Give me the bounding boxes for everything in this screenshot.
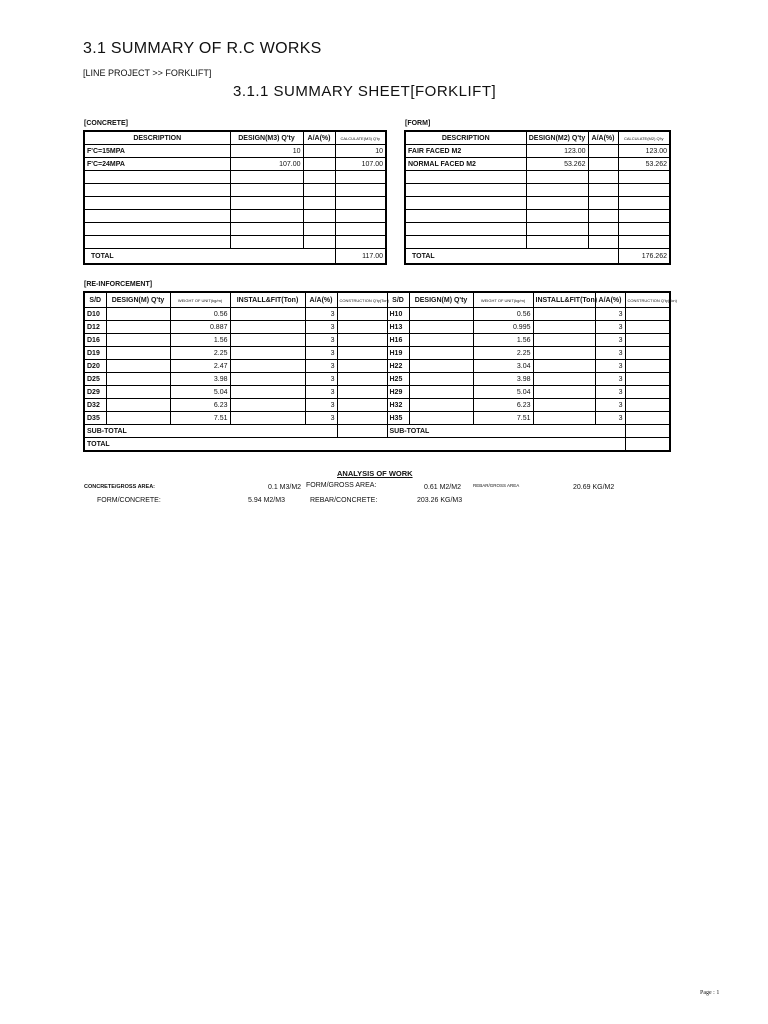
table-cell (230, 321, 305, 334)
table-cell (106, 399, 170, 412)
table-cell (409, 399, 473, 412)
header-row (84, 131, 386, 145)
table-row (84, 210, 386, 223)
table-cell (588, 197, 618, 210)
subtotal-value (337, 425, 387, 438)
table-cell (625, 347, 670, 360)
table-row (84, 373, 670, 386)
table-cell (625, 373, 670, 386)
table-cell (106, 334, 170, 347)
table-cell: F'C=24MPA (84, 158, 230, 171)
table-cell (409, 386, 473, 399)
table-cell (533, 399, 595, 412)
table-cell (303, 184, 335, 197)
table-cell: 3 (595, 386, 625, 399)
table-cell: 107.00 (230, 158, 303, 171)
column-header: CONSTRUCTION Q'ty(Ton) (625, 292, 670, 308)
column-header: INSTALL&FIT(Ton) (533, 292, 595, 308)
table-cell: H16 (387, 334, 409, 347)
table-cell (337, 399, 387, 412)
table-row (84, 236, 386, 249)
concrete-table (83, 130, 387, 265)
form-label: [FORM] (405, 120, 431, 127)
table-cell: H13 (387, 321, 409, 334)
table-cell (409, 334, 473, 347)
table-cell (335, 210, 386, 223)
total-value: 176.262 (618, 249, 670, 265)
total-label: TOTAL (84, 249, 335, 265)
table-cell: D16 (84, 334, 106, 347)
table-row (84, 334, 670, 347)
table-cell (84, 197, 230, 210)
table-cell: 2.25 (170, 347, 230, 360)
table-cell (230, 308, 305, 321)
table-cell (106, 412, 170, 425)
table-cell: 3 (595, 347, 625, 360)
table-cell: 107.00 (335, 158, 386, 171)
page-number: Page : 1 (700, 990, 720, 996)
table-cell: 1.56 (473, 334, 533, 347)
table-cell: H10 (387, 308, 409, 321)
table-cell (588, 145, 618, 158)
column-header: A/A(%) (595, 292, 625, 308)
table-row (84, 399, 670, 412)
table-row (84, 171, 386, 184)
table-cell (337, 412, 387, 425)
table-cell (588, 171, 618, 184)
table-cell (106, 308, 170, 321)
page-title: 3.1 SUMMARY OF R.C WORKS (83, 40, 322, 57)
table-cell (84, 184, 230, 197)
table-cell (533, 373, 595, 386)
table-cell (337, 308, 387, 321)
table-cell (405, 223, 526, 236)
table-cell: D20 (84, 360, 106, 373)
table-cell (335, 223, 386, 236)
table-cell (303, 197, 335, 210)
table-cell: 5.04 (473, 386, 533, 399)
table-cell: 3 (305, 412, 337, 425)
table-row (84, 308, 670, 321)
table-row (405, 171, 670, 184)
total-row (84, 438, 670, 452)
subtotal-label: SUB-TOTAL (84, 425, 337, 438)
header-row (84, 292, 670, 308)
column-header: DESCRIPTION (405, 131, 526, 145)
table-row (405, 158, 670, 171)
table-cell (230, 184, 303, 197)
table-cell (533, 360, 595, 373)
table-cell: F'C=15MPA (84, 145, 230, 158)
table-cell: 123.00 (618, 145, 670, 158)
table-cell (337, 334, 387, 347)
rebar-concrete-label: REBAR/CONCRETE: (310, 497, 378, 504)
table-cell: 3 (595, 412, 625, 425)
column-header: A/A(%) (305, 292, 337, 308)
table-cell: 0.995 (473, 321, 533, 334)
table-cell (405, 197, 526, 210)
table-row (84, 347, 670, 360)
table-cell (618, 197, 670, 210)
table-cell: D10 (84, 308, 106, 321)
table-cell (625, 334, 670, 347)
table-cell (230, 399, 305, 412)
table-cell: 10 (335, 145, 386, 158)
table-cell (405, 171, 526, 184)
table-row (84, 197, 386, 210)
column-header: DESIGN(M3) Q'ty (230, 131, 303, 145)
table-cell (409, 347, 473, 360)
table-cell: H29 (387, 386, 409, 399)
table-cell (337, 347, 387, 360)
subtotal-label: SUB-TOTAL (387, 425, 625, 438)
table-cell (533, 347, 595, 360)
table-row (84, 184, 386, 197)
table-cell: D12 (84, 321, 106, 334)
table-cell: 53.262 (526, 158, 588, 171)
table-cell: 0.56 (170, 308, 230, 321)
column-header: S/D (387, 292, 409, 308)
table-cell (625, 399, 670, 412)
table-cell (106, 360, 170, 373)
table-cell (409, 412, 473, 425)
table-row (84, 412, 670, 425)
reinforcement-label: [RE-INFORCEMENT] (84, 281, 153, 288)
table-cell: H35 (387, 412, 409, 425)
table-cell: 3 (305, 386, 337, 399)
table-cell (409, 321, 473, 334)
total-value (625, 438, 670, 452)
table-cell: 2.47 (170, 360, 230, 373)
sheet-title: 3.1.1 SUMMARY SHEET[FORKLIFT] (233, 83, 497, 100)
concrete-label: [CONCRETE] (84, 120, 128, 127)
table-row (405, 197, 670, 210)
table-cell (337, 373, 387, 386)
table-cell (230, 347, 305, 360)
table-cell (303, 171, 335, 184)
table-cell (533, 321, 595, 334)
column-header: A/A(%) (303, 131, 335, 145)
table-cell (405, 210, 526, 223)
table-cell (526, 210, 588, 223)
column-header: DESIGN(M) Q'ty (106, 292, 170, 308)
table-cell: 3 (595, 321, 625, 334)
table-cell (230, 171, 303, 184)
table-cell: 3.04 (473, 360, 533, 373)
table-cell (625, 386, 670, 399)
table-cell (335, 236, 386, 249)
table-row (405, 210, 670, 223)
table-row (84, 145, 386, 158)
table-cell: 3.98 (473, 373, 533, 386)
table-cell (533, 334, 595, 347)
table-cell: NORMAL FACED M2 (405, 158, 526, 171)
table-row (84, 386, 670, 399)
table-cell: H32 (387, 399, 409, 412)
total-label: TOTAL (405, 249, 618, 265)
form-gross-label: FORM/GROSS AREA: (306, 482, 377, 489)
table-cell (303, 236, 335, 249)
table-cell (106, 373, 170, 386)
table-cell (588, 210, 618, 223)
column-header: DESIGN(M2) Q'ty (526, 131, 588, 145)
table-cell (335, 197, 386, 210)
total-label: TOTAL (84, 438, 625, 452)
table-cell (106, 347, 170, 360)
table-cell: 3 (305, 321, 337, 334)
table-cell: 0.56 (473, 308, 533, 321)
table-cell: 0.887 (170, 321, 230, 334)
table-row (405, 145, 670, 158)
table-cell: 6.23 (473, 399, 533, 412)
table-cell: H19 (387, 347, 409, 360)
table-cell: D32 (84, 399, 106, 412)
subtotal-value (625, 425, 670, 438)
table-cell (337, 360, 387, 373)
table-cell: 1.56 (170, 334, 230, 347)
reinforcement-table (83, 291, 677, 452)
table-cell: 3 (305, 347, 337, 360)
table-cell: 3 (305, 308, 337, 321)
table-cell: FAIR FACED M2 (405, 145, 526, 158)
table-cell (303, 223, 335, 236)
total-row (84, 249, 386, 265)
column-header: A/A(%) (588, 131, 618, 145)
table-cell: 3 (305, 373, 337, 386)
table-cell (230, 386, 305, 399)
table-cell: 5.04 (170, 386, 230, 399)
table-cell (409, 360, 473, 373)
table-row (405, 223, 670, 236)
table-cell (405, 184, 526, 197)
table-cell (625, 412, 670, 425)
table-cell (337, 321, 387, 334)
table-cell (526, 223, 588, 236)
column-header: INSTALL&FIT(Ton) (230, 292, 305, 308)
table-cell (230, 334, 305, 347)
table-cell (526, 171, 588, 184)
table-cell: 6.23 (170, 399, 230, 412)
table-cell (618, 210, 670, 223)
table-row (84, 321, 670, 334)
table-cell: 3 (305, 334, 337, 347)
table-cell (526, 197, 588, 210)
rebar-gross-value: 20.69 KG/M2 (573, 484, 615, 491)
table-cell (618, 184, 670, 197)
form-concrete-label: FORM/CONCRETE: (97, 497, 161, 504)
table-cell (84, 210, 230, 223)
table-cell (409, 373, 473, 386)
table-cell (526, 184, 588, 197)
table-cell: D29 (84, 386, 106, 399)
column-header: DESIGN(M) Q'ty (409, 292, 473, 308)
table-cell (409, 308, 473, 321)
table-row (84, 158, 386, 171)
table-cell (303, 210, 335, 223)
table-cell (625, 308, 670, 321)
table-cell: 3 (595, 360, 625, 373)
table-cell (84, 171, 230, 184)
column-header: WEIGHT OF UNIT(kg/m) (170, 292, 230, 308)
table-cell (618, 171, 670, 184)
table-cell (618, 236, 670, 249)
table-cell: 3 (595, 308, 625, 321)
table-cell: D19 (84, 347, 106, 360)
column-header: WEIGHT OF UNIT(kg/m) (473, 292, 533, 308)
rebar-concrete-value: 203.26 KG/M3 (417, 497, 463, 504)
table-cell (84, 223, 230, 236)
table-cell: H22 (387, 360, 409, 373)
table-row (84, 360, 670, 373)
table-cell (303, 145, 335, 158)
header-row (405, 131, 670, 145)
table-cell: 123.00 (526, 145, 588, 158)
table-cell: 7.51 (170, 412, 230, 425)
table-cell (335, 184, 386, 197)
rebar-gross-label: REBAR/GROSS AREA (473, 483, 520, 488)
table-cell (588, 236, 618, 249)
table-cell (588, 184, 618, 197)
total-value: 117.00 (335, 249, 386, 265)
column-header: CALCULATE(M3) Q'ty (335, 131, 386, 145)
table-cell: 3 (305, 360, 337, 373)
table-cell (526, 236, 588, 249)
table-cell (533, 386, 595, 399)
table-cell: 2.25 (473, 347, 533, 360)
table-cell: 3 (595, 373, 625, 386)
subtotal-row (84, 425, 670, 438)
analysis-title: ANALYSIS OF WORK (337, 469, 413, 478)
column-header: DESCRIPTION (84, 131, 230, 145)
total-row (405, 249, 670, 265)
table-cell (533, 412, 595, 425)
table-cell (625, 321, 670, 334)
table-cell: 10 (230, 145, 303, 158)
table-cell (230, 360, 305, 373)
table-cell: 53.262 (618, 158, 670, 171)
table-cell (618, 223, 670, 236)
concrete-gross-label: CONCRETE/GROSS AREA: (84, 484, 155, 490)
table-cell (588, 223, 618, 236)
table-cell: 7.51 (473, 412, 533, 425)
table-cell: D25 (84, 373, 106, 386)
table-cell (230, 373, 305, 386)
table-row (405, 236, 670, 249)
table-cell (230, 223, 303, 236)
table-cell: D35 (84, 412, 106, 425)
table-row (84, 223, 386, 236)
concrete-gross-value: 0.1 M3/M2 (268, 484, 302, 491)
table-cell: H25 (387, 373, 409, 386)
table-cell (106, 321, 170, 334)
table-cell: 3 (595, 399, 625, 412)
table-cell (303, 158, 335, 171)
table-cell (230, 197, 303, 210)
table-cell (405, 236, 526, 249)
table-cell (230, 210, 303, 223)
table-cell (533, 308, 595, 321)
form-concrete-value: 5.94 M2/M3 (248, 497, 285, 504)
table-cell (230, 412, 305, 425)
table-cell: 3.98 (170, 373, 230, 386)
column-header: S/D (84, 292, 106, 308)
table-cell (230, 236, 303, 249)
column-header: CALCULATE(M2) Q'ty (618, 131, 670, 145)
table-cell (588, 158, 618, 171)
table-cell (84, 236, 230, 249)
table-row (405, 184, 670, 197)
table-cell: 3 (305, 399, 337, 412)
project-line: [LINE PROJECT >> FORKLIFT] (83, 68, 212, 78)
table-cell: 3 (595, 334, 625, 347)
form-table (404, 130, 671, 265)
column-header: CONSTRUCTION Q'ty(Ton) (337, 292, 387, 308)
table-cell (625, 360, 670, 373)
form-gross-value: 0.61 M2/M2 (424, 484, 461, 491)
table-cell (106, 386, 170, 399)
table-cell (337, 386, 387, 399)
table-cell (335, 171, 386, 184)
